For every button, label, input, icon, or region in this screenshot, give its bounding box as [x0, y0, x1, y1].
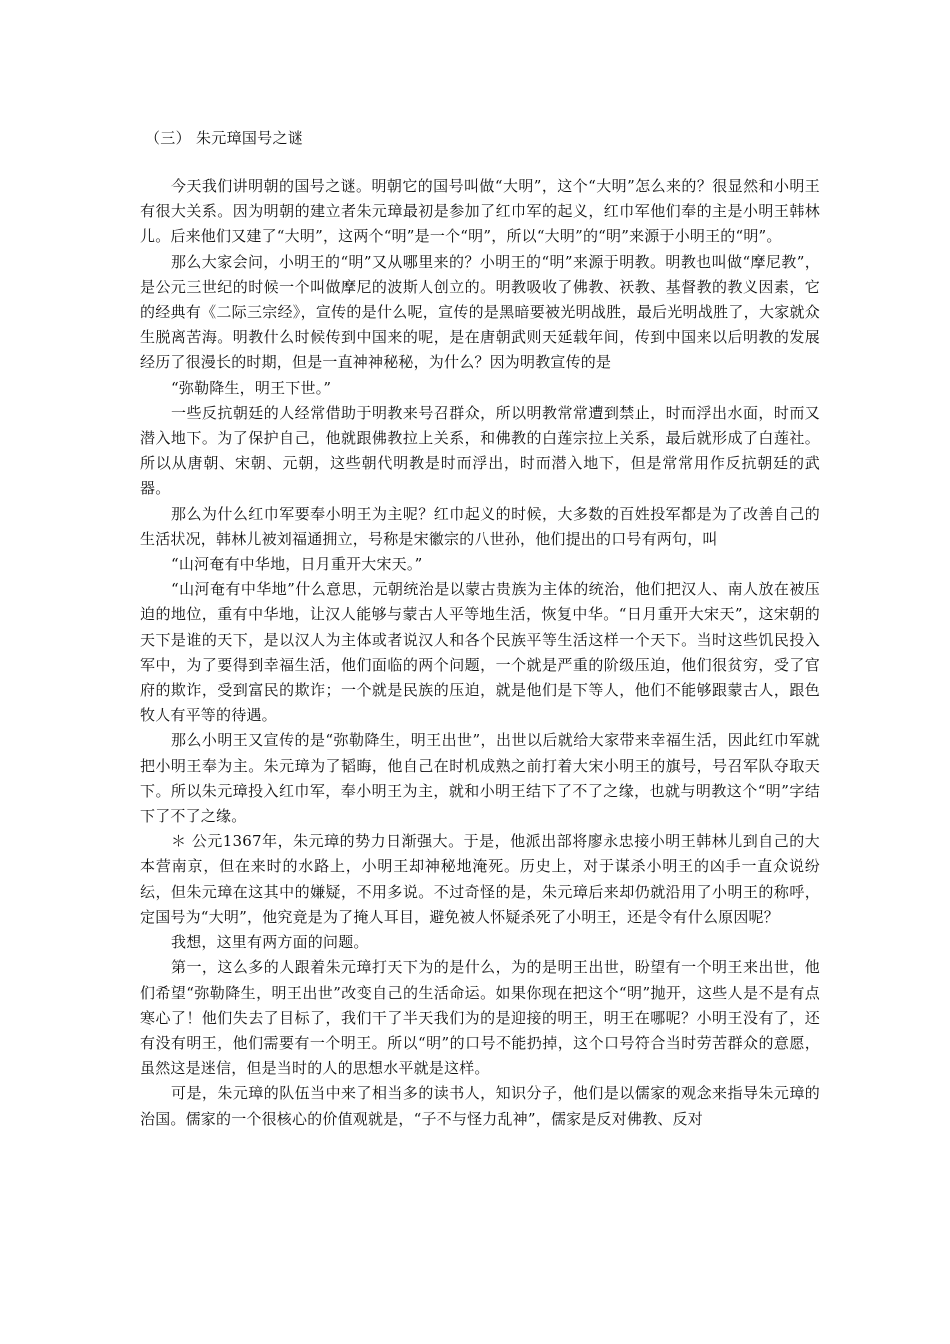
paragraph-zhu-joins: 那么小明王又宣传的是“弥勒降生，明王出世”，出世以后就给大家带来幸福生活，因此红巾军就把小明王奉为主。朱元璋为了韬晦，他自己在时机成熟之前打着大宋小明王的旗号，号召军队夺取天下。所以朱元璋投入红巾军，奉小明王为主，就和小明王结下了不了之缘，也就与明教这个“明”字结下了不了之缘。: [140, 731, 820, 826]
document-page: [140, 124, 820, 1132]
paragraph-first-issue: 第一，这么多的人跟着朱元璋打天下为的是什么，为的是明王出世，盼望有一个明王来出世，他们希望“弥勒降生，明王出世”改变自己的生活命运。如果你现在把这个“明”抛开，这些人是不是有点寒心了！他们失去了目标了，我们干了半天我们为的是迎接的明王，明王在哪呢？小明王没有了，还有没有明王，他们需要有一个明王。所以“明”的口号不能扔掉，这个口号符合当时劳苦群众的意愿，虽然这是迷信，但是当时的人的思想水平就是这样。: [140, 958, 820, 1078]
quote-maitreya: “弥勒降生，明王下世。”: [171, 378, 332, 397]
paragraph-1367: ＊ 公元1367年，朱元璋的势力日渐强大。于是，他派出部将廖永忠接小明王韩林儿到自己的大本营南京，但在来时的水路上，小明王却神秘地淹死。历史上，对于谋杀小明王的凶手一直众说纷纭，但朱元璋在这其中的嫌疑，不用多说。不过奇怪的是，朱元璋后来却仍就沿用了小明王的称呼，定国号为“大明”，他究竟是为了掩人耳目，避免被人怀疑杀死了小明王，还是令有什么原因呢？: [140, 832, 820, 926]
quote-slogan: “山河奄有中华地，日月重开大宋天。”: [171, 555, 423, 574]
paragraph-ming-origin: 那么大家会问，小明王的“明”又从哪里来的？小明王的“明”来源于明教。明教也叫做“摩尼教”，是公元三世纪的时候一个叫做摩尼的波斯人创立的。明教吸收了佛教、祆教、基督教的教义因素，它的经典有《二际三宗经》，宣传的是什么呢，宣传的是黑暗要被光明战胜，最后光明战胜了，大家就众生脱离苦海。明教什么时候传到中国来的呢，是在唐朝武则天延载年间，传到中国来以后明教的发展经历了很漫长的时期，但是一直神神秘秘，为什么？因为明教宣传的是: [140, 252, 820, 372]
section-heading: （三） 朱元璋国号之谜: [145, 129, 304, 147]
paragraph-confucian: 可是，朱元璋的队伍当中来了相当多的读书人，知识分子，他们是以儒家的观念来指导朱元璋的治国。儒家的一个很核心的价值观就是，“子不与怪力乱神”，儒家是反对佛教、反对: [140, 1084, 820, 1128]
paragraph-intro: 今天我们讲明朝的国号之谜。明朝它的国号叫做“大明”，这个“大明”怎么来的？很显然和小明王有很大关系。因为明朝的建立者朱元璋最初是参加了红巾军的起义，红巾军他们奉的主是小明王韩林儿。后来他们又建了“大明”，这两个“明”是一个“明”，所以“大明”的“明”来源于小明王的“明”。: [140, 177, 820, 246]
paragraph-slogan-meaning: “山河奄有中华地”什么意思，元朝统治是以蒙古贵族为主体的统治，他们把汉人、南人放在被压迫的地位，重有中华地，让汉人能够与蒙古人平等地生活，恢复中华。“日月重开大宋天”，这宋朝的天下是谁的天下，是以汉人为主体或者说汉人和各个民族平等生活这样一个天下。当时这些饥民投入军中，为了要得到幸福生活，他们面临的两个问题，一个就是严重的阶级压迫，他们很贫穷，受了官府的欺诈，受到富民的欺诈；一个就是民族的压迫，就是他们是下等人，他们不能够跟蒙古人，跟色牧人有平等的待遇。: [140, 580, 820, 725]
paragraph-manichaeism-history: 一些反抗朝廷的人经常借助于明教来号召群众，所以明教常常遭到禁止，时而浮出水面，时而又潜入地下。为了保护自己，他就跟佛教拉上关系，和佛教的白莲宗拉上关系，最后就形成了白莲社。所以从唐朝、宋朝、元朝，这些朝代明教是时而浮出，时而潜入地下，但是常常用作反抗朝廷的武器。: [140, 403, 820, 498]
paragraph-red-turban: 那么为什么红巾军要奉小明王为主呢？红巾起义的时候，大多数的百姓投军都是为了改善自己的生活状况，韩林儿被刘福通拥立，号称是宋徽宗的八世孙，他们提出的口号有两句，叫: [140, 504, 820, 548]
paragraph-two-issues: 我想，这里有两方面的问题。: [171, 933, 369, 952]
